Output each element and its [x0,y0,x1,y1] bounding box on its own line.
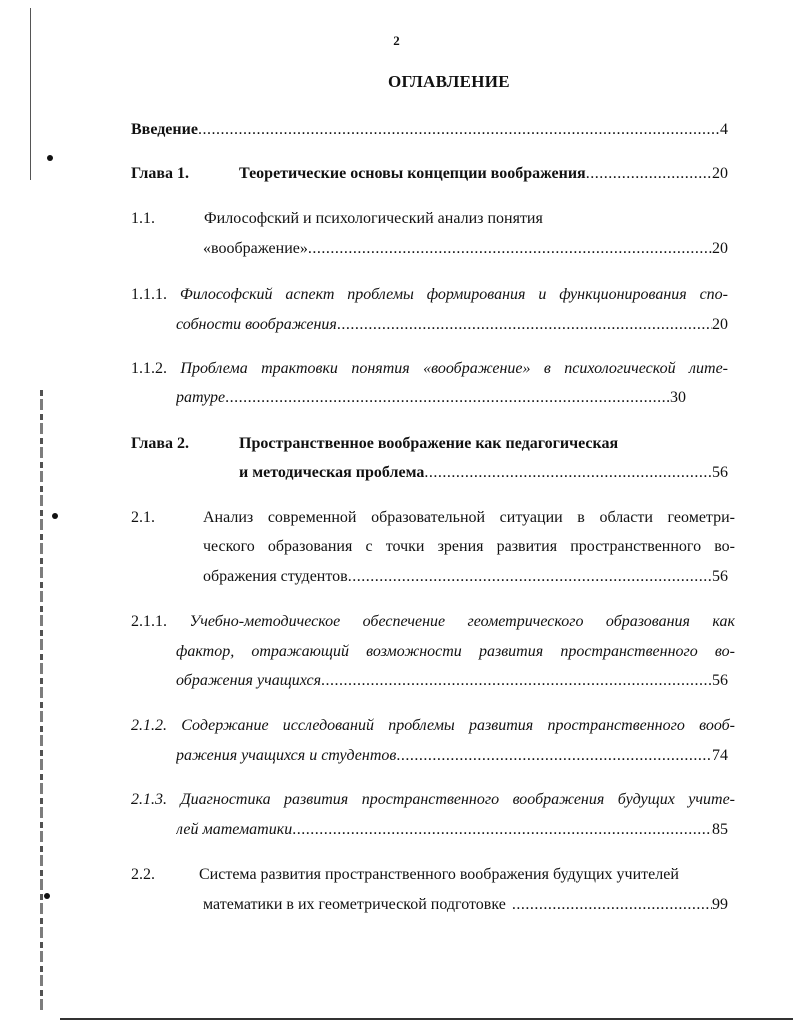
toc-number: Глава 2. [131,435,189,452]
toc-entry-2-1-1-cont[interactable] [176,640,735,664]
toc-number: 2.1.1. [131,613,167,630]
toc-entry-2-1-3[interactable] [131,788,735,812]
toc-page-number: 20 [712,165,728,182]
toc-label: Диагностика развития пространственного воображения будущих учите- [180,791,735,808]
page-title: ОГЛАВЛЕНИЕ [388,72,510,91]
toc-label: Анализ современной образовательной ситуации в области геометри- [203,509,735,526]
toc-page-number: 85 [712,821,728,838]
toc-label: Система развития пространственного воображения будущих учителей [199,866,679,883]
toc-entry-2-2[interactable] [131,863,728,887]
toc-label: Философский аспект проблемы формирования и функционирования спо- [179,286,728,303]
toc-label: Введение [131,121,198,138]
toc-label: и методическая проблема [239,464,425,481]
toc-page-number: 4 [720,121,728,138]
toc-label: Содержание исследований проблемы развития пространственного вооб- [181,717,735,734]
toc-number: 1.1.1. [131,286,167,303]
toc-page-number: 99 [712,896,728,913]
toc-entry-introduction[interactable] [131,118,728,142]
toc-entry-chapter-1[interactable] [131,162,728,186]
toc-entry-2-1-cont-2[interactable] [203,565,728,589]
bottom-rule [60,1018,793,1020]
toc-number: 2.1.2. [131,717,167,734]
toc-entry-1-1-2-cont[interactable] [176,386,686,410]
toc-page-number: 56 [712,672,728,689]
toc-label: ражения учащихся и студентов [176,747,397,764]
toc-entry-1-1-2[interactable] [131,357,728,381]
toc-label: лей математики [176,821,293,838]
toc-entry-2-1-1-cont-2[interactable] [176,669,728,693]
page-number: 2 [393,33,400,48]
toc-entry-2-1-1[interactable] [131,610,735,634]
toc-label: Философский и психологический анализ понятия [204,210,543,227]
toc-label: Теоретические основы концепции воображения [239,165,586,182]
toc-label: Учебно-методическое обеспечение геометрического образования как [189,613,735,630]
toc-number: 2.1. [131,509,155,526]
toc-label: «воображение» [203,240,308,257]
toc-number: 1.1. [131,210,155,227]
toc-number: 1.1.2. [131,360,167,377]
toc-entry-2-1[interactable] [203,506,735,530]
toc-entry-2-1-2[interactable] [131,714,735,738]
toc-entry-2-1-cont[interactable] [203,535,735,559]
toc-label: Пространственное воображение как педагогическая [239,435,619,452]
toc-page-number: 20 [712,316,728,333]
toc-entry-chapter-2-cont[interactable] [239,461,728,485]
punch-hole [47,155,53,161]
toc-page-number: 74 [712,747,728,764]
toc-label: Проблема трактовки понятия «воображение» в психологической лите- [180,360,728,377]
toc-entry-1-1-1[interactable] [131,283,728,307]
toc-label: ратуре [176,389,226,406]
toc-number: 2.2. [131,866,155,883]
toc-entry-2-1-2-cont[interactable] [176,744,728,768]
toc-label: ображения учащихся [176,672,322,689]
toc-label: ображения студентов [203,568,348,585]
toc-number: Глава 1. [131,165,189,182]
toc-entry-1-1[interactable] [131,207,728,231]
toc-page-number: 56 [712,464,728,481]
toc-entry-2-2-cont[interactable] [203,893,728,917]
punch-hole [44,893,50,899]
toc-label: математики в их геометрической подготовке [203,896,506,913]
toc-page-number: 56 [712,568,728,585]
toc-label: собности воображения [176,316,337,333]
toc-entry-chapter-2[interactable] [131,432,728,456]
toc-entry-2-1-3-cont[interactable] [176,818,728,842]
scan-noise [40,390,43,1010]
toc-page-number: 30 [670,389,686,406]
toc-entry-1-1-1-cont[interactable] [176,313,728,337]
toc-label: ческого образования с точки зрения развития пространственного во- [203,538,735,555]
toc-label: фактор, отражающий возможности развития пространственного во- [176,643,735,660]
punch-hole [52,513,58,519]
toc-entry-1-1-cont[interactable] [203,237,728,261]
toc-number: 2.1.3. [131,791,167,808]
toc-page-number: 20 [712,240,728,257]
